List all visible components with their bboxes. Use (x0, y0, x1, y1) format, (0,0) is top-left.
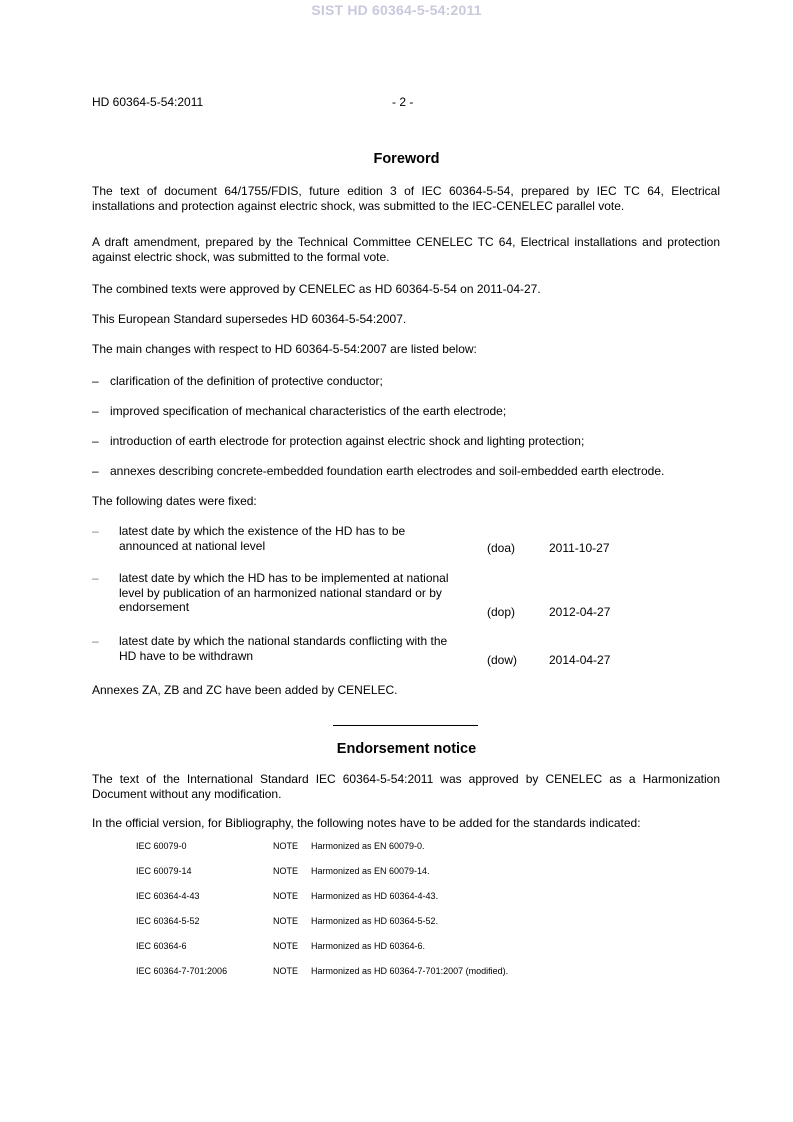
note-label: NOTE (273, 941, 299, 951)
note-standard: IEC 60079-0 (136, 841, 187, 851)
date-code: (dow) (487, 653, 518, 667)
annexes-note: Annexes ZA, ZB and ZC have been added by CENELEC. (92, 683, 398, 697)
change-text: introduction of earth electrode for protection against electric shock and lighting protection; (110, 434, 585, 448)
note-label: NOTE (273, 916, 299, 926)
change-text: improved specification of mechanical characteristics of the earth electrode; (110, 404, 507, 418)
watermark: SIST HD 60364-5-54:2011 (311, 2, 482, 18)
note-label: NOTE (273, 891, 299, 901)
list-dash: – (92, 464, 99, 478)
page-number: - 2 - (392, 95, 414, 109)
list-dash: – (92, 571, 99, 585)
foreword-paragraph: The text of document 64/1755/FDIS, future edition 3 of IEC 60364-5-54, prepared by IEC TC 64, Electrical installations and protection against electric shock, was submitted to the IEC-CENELEC parallel vote. (92, 184, 720, 213)
note-label: NOTE (273, 966, 299, 976)
list-dash: – (92, 374, 99, 388)
date-code: (doa) (487, 541, 516, 555)
foreword-title: Foreword (373, 151, 440, 167)
endorsement-paragraph: In the official version, for Bibliography, the following notes have to be added for the standards indicated: (92, 816, 641, 830)
change-text: clarification of the definition of protective conductor; (110, 374, 383, 388)
note-text: Harmonized as HD 60364-5-52. (311, 916, 439, 926)
note-text: Harmonized as HD 60364-7-701:2007 (modified). (311, 966, 509, 976)
foreword-paragraph: A draft amendment, prepared by the Technical Committee CENELEC TC 64, Electrical installations and protection against electric shock, was submitted to the formal vote. (92, 235, 720, 264)
foreword-paragraph: The combined texts were approved by CENELEC as HD 60364-5-54 on 2011-04-27. (92, 282, 541, 296)
endorsement-title: Endorsement notice (336, 741, 477, 757)
note-text: Harmonized as HD 60364-4-43. (311, 891, 439, 901)
note-standard: IEC 60079-14 (136, 866, 192, 876)
dates-intro: The following dates were fixed: (92, 494, 257, 508)
note-label: NOTE (273, 866, 299, 876)
list-dash: – (92, 524, 99, 538)
date-description: latest date by which the existence of the HD has to be announced at national level (119, 524, 406, 553)
change-text: annexes describing concrete-embedded foundation earth electrodes and soil-embedded earth electrode. (110, 464, 665, 478)
note-text: Harmonized as EN 60079-0. (311, 841, 425, 851)
foreword-paragraph: This European Standard supersedes HD 60364-5-54:2007. (92, 312, 407, 326)
date-value: 2012-04-27 (549, 605, 611, 619)
date-value: 2014-04-27 (549, 653, 611, 667)
note-standard: IEC 60364-6 (136, 941, 187, 951)
header-doc-id: HD 60364-5-54:2011 (92, 95, 204, 109)
separator-rule (333, 725, 478, 726)
note-text: Harmonized as HD 60364-6. (311, 941, 426, 951)
list-dash: – (92, 634, 99, 648)
endorsement-paragraph: The text of the International Standard IEC 60364-5-54:2011 was approved by CENELEC as a Harmonization Document without any modification. (92, 772, 720, 801)
note-standard: IEC 60364-7-701:2006 (136, 966, 228, 976)
date-code: (dop) (487, 605, 516, 619)
date-value: 2011-10-27 (549, 541, 610, 555)
foreword-paragraph: The main changes with respect to HD 60364-5-54:2007 are listed below: (92, 342, 477, 356)
date-description: latest date by which the HD has to be implemented at national level by publication of an harmonized national standard or by endorsement (119, 571, 449, 614)
note-label: NOTE (273, 841, 299, 851)
list-dash: – (92, 404, 99, 418)
note-standard: IEC 60364-4-43 (136, 891, 200, 901)
date-description: latest date by which the national standards conflicting with the HD have to be withdrawn (119, 634, 448, 663)
note-text: Harmonized as EN 60079-14. (311, 866, 430, 876)
note-standard: IEC 60364-5-52 (136, 916, 200, 926)
list-dash: – (92, 434, 99, 448)
